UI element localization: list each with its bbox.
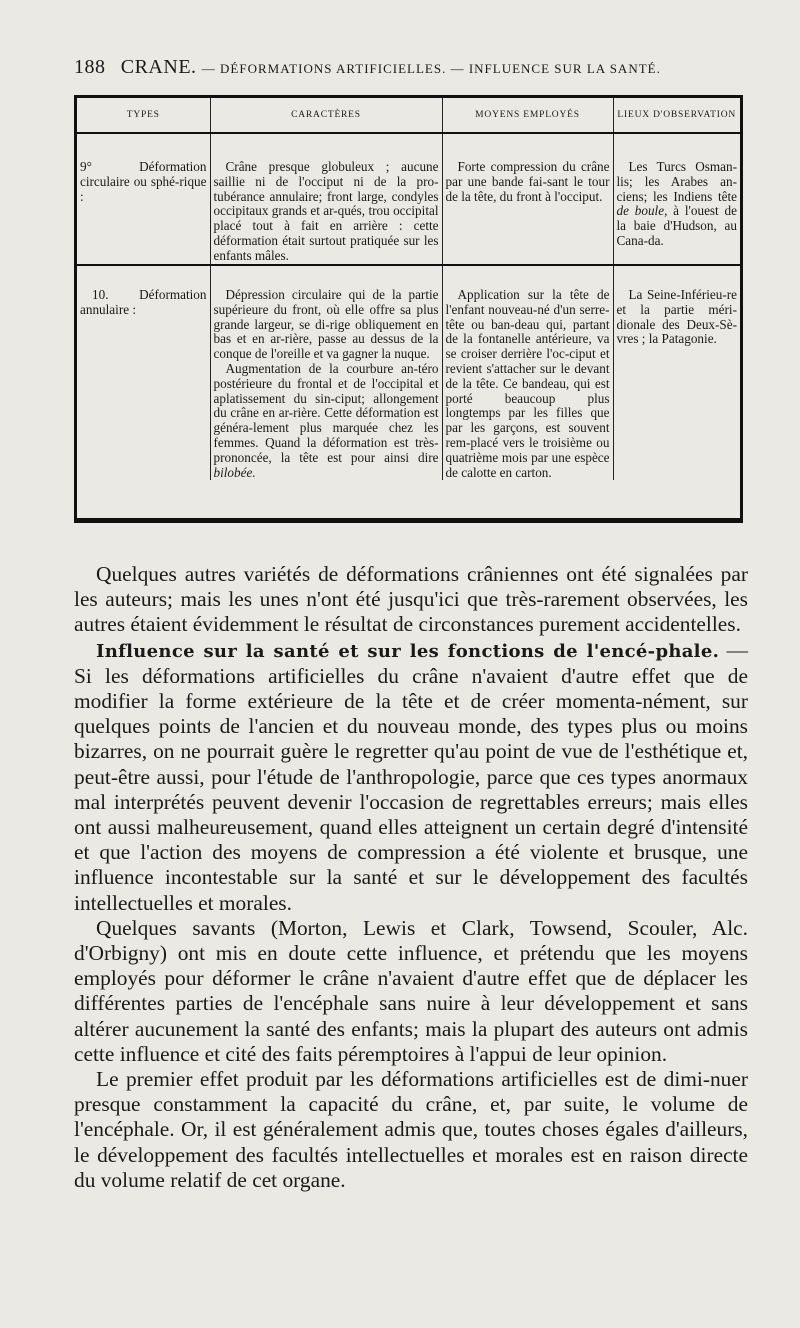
- paragraph-text: — Si les déformations artificielles du crâne n'avaient d'autre effet que de modifier la forme extérieure de la tête et de créer momenta-nément, sur quelques points de l'ancien et du nouveau monde, des types plus ou moins bizarres, on ne pourrait guère le regretter qu'au point de vue de l'esthétique et, peut-être aussi, pour l'étude de l'anthropologie, parce que ces types anormaux mal interprétés peuvent devenir l'occasion de regrettables erreurs; mais elles ont aussi malheureusement, quand elles atteignent un certain degré d'intensité et que l'action des moyens de compression a été violente et brusque, une influence incontestable sur la santé et sur le développement des facultés intellectuelles et morales.: [74, 637, 748, 915]
- caracteres-text: Dépression circulaire qui de la partie supérieure du front, où elle offre sa plus grande largeur, se di-rige obliquement en bas et en ar-rière, passe au dessus de la conque de l'oreille et va gagner la nuque.: [213, 287, 439, 362]
- lieux-text-italic: de boule: [616, 203, 665, 219]
- row-moyens: [442, 265, 613, 480]
- table-header-row: [77, 98, 740, 133]
- caracteres-text: [214, 362, 439, 480]
- row-type: 10. Déformation annulaire :: [77, 265, 210, 480]
- caracteres-text-b: Augmentation de la courbure an-téro postérieure du frontal et de l'occipital et aplatissement du sin-ciput; allongement du crâne en ar-rière. Cette déformation est généra-lement plus marquée chez les femmes. Quand la déformation est très-prononcée, la tête est pour ainsi dire: [213, 360, 439, 465]
- paragraph: Quelques savants (Morton, Lewis et Clark, Towsend, Scouler, Alc. d'Orbigny) ont mis en doute cette influence, et prétendu que les moyens employés pour déformer le crâne n'avaient d'autre effet que de déplacer les différentes parties de l'encéphale sans nuire à leur développement et sans altérer aucunement la santé des enfants; mais la plupart des auteurs ont admis cette influence et cité des faits péremptoires à l'appui de leur opinion.: [74, 915, 748, 1066]
- moyens-text: Forte compression du crâne par une bande fai-sant le tour de la tête, du front à l'occiput.: [445, 159, 610, 204]
- body-text: [74, 562, 748, 1193]
- paragraph: Le premier effet produit par les déformations artificielles est de dimi-nuer presque constamment la capacité du crâne, et, par suite, le volume de l'encéphale. Or, il est généralement admis que, toutes choses égales d'ailleurs, le développement des facultés intellectuelles et morales est en raison directe du volume relatif de cet organe.: [74, 1067, 748, 1192]
- caracteres-text: Crâne presque globuleux ; aucune saillie ni de l'occiput ni de la pro-tubérance annulaire; front large, condyles occipitaux grands et ar-qués, trou occipital placé tout à fait en arrière : cette déformation était surtout pratiquée sur les enfants mâles.: [213, 159, 439, 263]
- header-caracteres: CARACTÈRES: [210, 98, 442, 133]
- lieux-text-a: Les Turcs Osman-lis; les Arabes an-ciens; les Indiens tête: [616, 159, 737, 204]
- caracteres-text-italic: bilobée.: [213, 464, 256, 480]
- row-caracteres: [210, 133, 442, 265]
- deformation-table: [74, 95, 743, 523]
- row-lieux: [613, 265, 740, 480]
- page-number: 188: [74, 56, 106, 78]
- lieux-text: La Seine-Inférieu-re et la partie méri-dionale des Deux-Sè-vres ; la Patagonie.: [616, 287, 737, 347]
- row-moyens: [442, 133, 613, 265]
- header-moyens: MOYENS EMPLOYÉS: [442, 98, 613, 133]
- paragraph: Quelques autres variétés de déformations crâniennes ont été signalées par les auteurs; mais les unes n'ont été jusqu'ici que très-rarement observées, les autres étaient évidemment le résultat de circonstances purement accidentelles.: [74, 562, 748, 637]
- paragraph: [74, 638, 748, 916]
- row-type: 9° Déformation circulaire ou sphé-rique :: [80, 159, 207, 204]
- header-lieux: LIEUX D'OBSERVATION: [613, 98, 740, 133]
- table-row: [77, 133, 740, 265]
- lieux-text-b: , à l'ouest de la baie d'Hudson, au Cana-da.: [616, 203, 737, 248]
- lieux-text: [617, 160, 738, 249]
- chapter-title: CRANE.: [120, 56, 197, 78]
- row-caracteres: [210, 265, 442, 480]
- running-head: [74, 56, 754, 79]
- moyens-text: Application sur la tête de l'enfant nouveau-né d'un serre-tête ou ban-deau qui, partant de la fontanelle antérieure, va se croiser derrière l'oc-ciput et revient s'attacher sur le devant de la tête. Ce bandeau, qui est porté beaucoup plus longtemps par les filles que par les garçons, est souvent rem-placé vers le troisième ou quatrième mois par une espèce de calotte en carton.: [445, 287, 610, 480]
- header-types: TYPES: [77, 98, 210, 133]
- section-title: — DÉFORMATIONS ARTIFICIELLES. — INFLUENCE SUR LA SANTÉ.: [201, 61, 661, 76]
- row-lieux: [613, 133, 740, 265]
- section-heading: Influence sur la santé et sur les fonctions de l'encé-phale.: [96, 640, 720, 662]
- table-row: [77, 265, 740, 480]
